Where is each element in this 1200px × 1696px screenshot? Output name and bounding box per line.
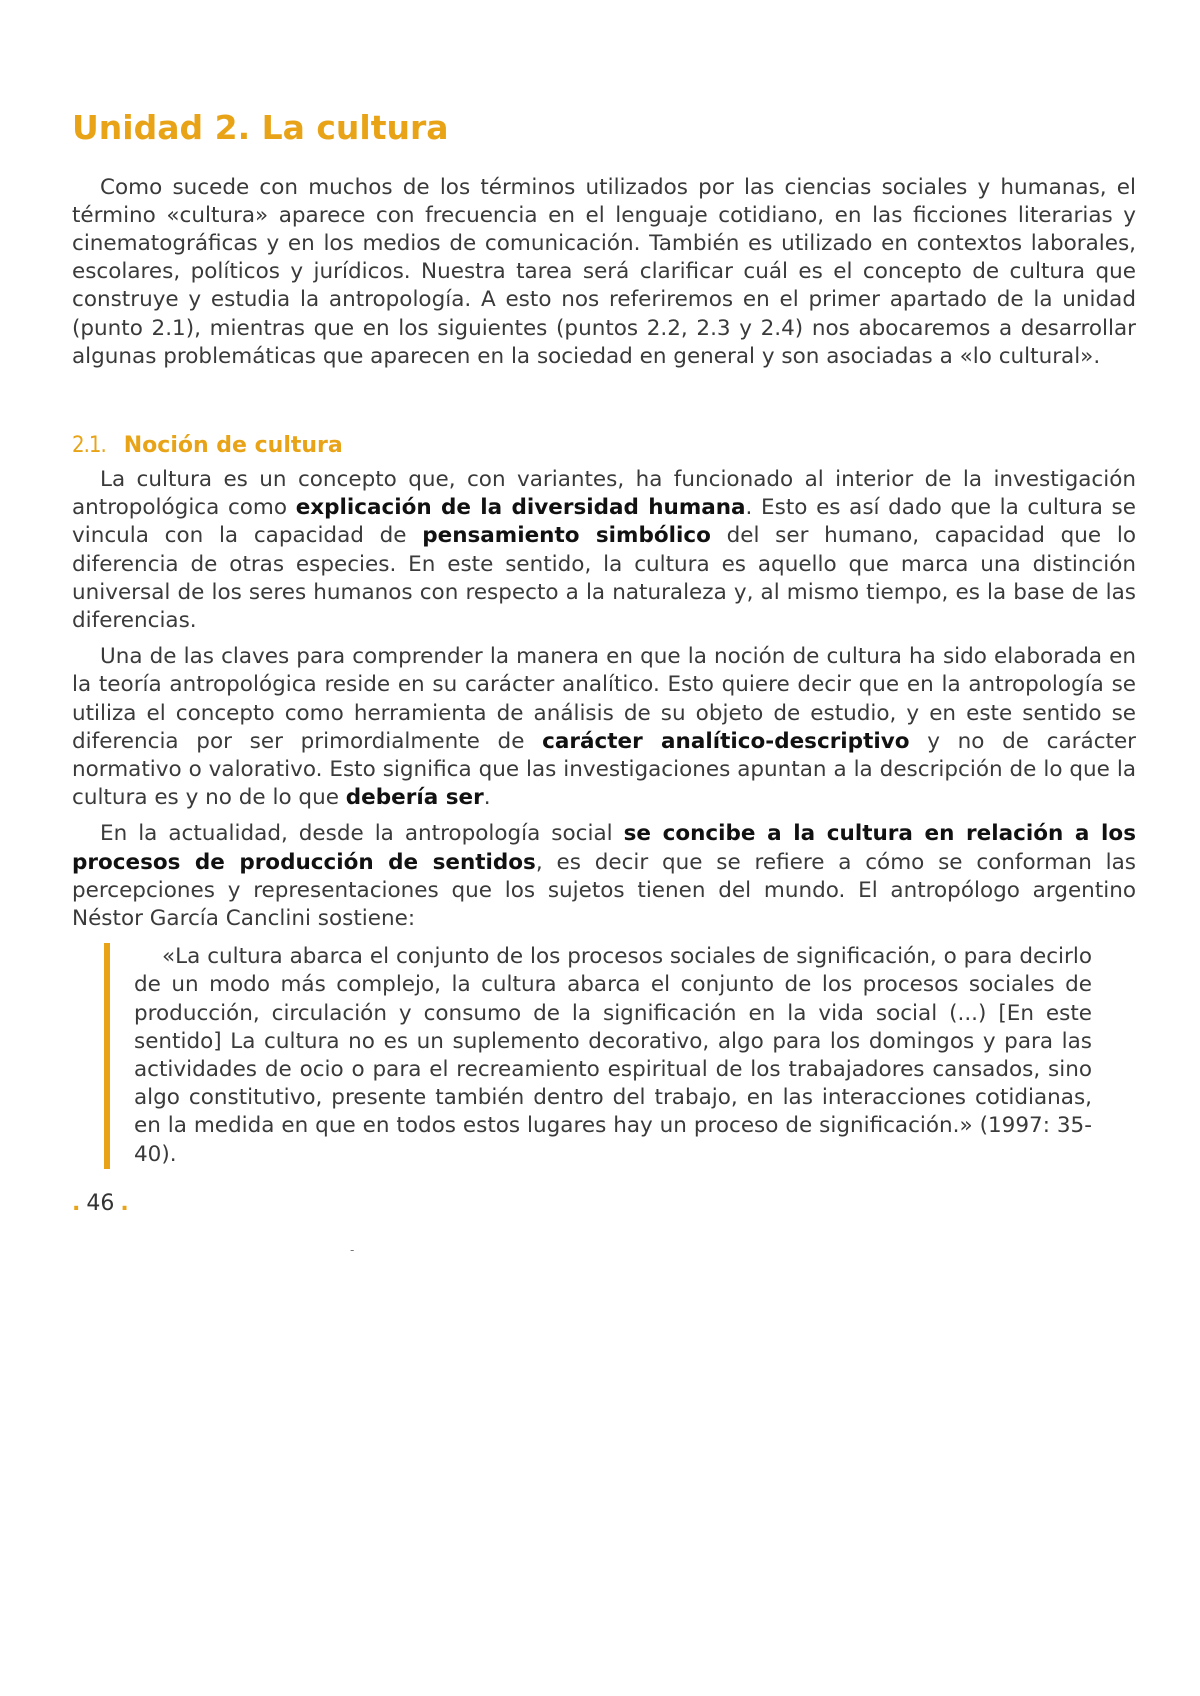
- document-page: [72, 108, 1136, 1216]
- paragraph-2-text-a: Una de las claves para comprender la manera en que la noción de cultura ha sido elaborada en la teoría antropológica reside en su carácter analítico. Esto quiere decir que en la antropología se utiliza el concepto como herramienta de análisis de su objeto de estudio, y en este sentido se diferencia por ser primordialmente de: [72, 644, 1136, 754]
- paragraph-1-text-a: La cultura es un concepto que, con variantes, ha funcionado al interior de la investigación antropológica como: [72, 467, 1136, 521]
- paragraph-2-bold-a: carácter analítico-descriptivo: [542, 728, 910, 754]
- paragraph-2-text-b: y no de carácter normativo o valorativo. Esto significa que las investigaciones apuntan a la descripción de lo que la cultura es y no de lo que: [72, 728, 1137, 811]
- paragraph-1-text-c: del ser humano, capacidad que lo diferencia de otras especies. En este sentido, la cultura es aquello que marca una distinción universal de los seres humanos con respecto a la naturaleza y, al mismo tiempo, es la base de las diferencias.: [72, 523, 1136, 634]
- section-heading: [72, 433, 1136, 458]
- unit-title: Unidad 2. La cultura: [72, 108, 449, 147]
- block-quote: [104, 943, 1092, 1169]
- paragraph-1-bold-a: explicación de la diversidad humana: [295, 495, 746, 521]
- paragraph-3-text-b: , es decir que se refiere a cómo se conforman las percepciones y representaciones que los sujetos tienen del mundo. El antropólogo argentino Néstor García Canclini sostiene:: [72, 849, 1136, 932]
- section-number: 2.1.: [72, 433, 106, 459]
- paragraph-3-text-a: En la actualidad, desde la antropología social: [100, 821, 624, 847]
- page-number: 46: [86, 1190, 115, 1216]
- paragraph-2-text-c: .: [483, 785, 491, 811]
- paragraph-1-text-b: . Esto es así dado que la cultura se vincula con la capacidad de: [72, 495, 1136, 549]
- page-number-dot-right: .: [120, 1190, 129, 1216]
- paragraph-2: [72, 643, 1136, 812]
- quote-text: «La cultura abarca el conjunto de los procesos sociales de significación, o para decirlo de un modo más complejo, la cultura abarca el conjunto de los procesos sociales de producción, circulación y consumo de la significación en la vida social (...) [En este sentido] La cultura no es un suplemento decorativo, algo para los domingos y para las actividades de ocio o para el recreamiento espiritual de los trabajadores cansados, sino algo constitutivo, presente también dentro del trabajo, en las interacciones cotidianas, en la medida en que en todos estos lugares hay un proceso de significación.» (1997: 35-40).: [134, 944, 1092, 1167]
- paragraph-2-bold-b: debería ser: [345, 785, 484, 811]
- section-title: Noción de cultura: [123, 433, 343, 459]
- paragraph-3-bold-a: se concibe a la cultura en relación a los procesos de producción de sentidos: [72, 821, 1136, 875]
- paragraph-1-bold-b: pensamiento simbólico: [422, 523, 711, 549]
- paragraph-1: [72, 466, 1136, 635]
- paragraph-3: [72, 820, 1136, 933]
- page-footer: [72, 1191, 1136, 1216]
- page-number-dot-left: .: [72, 1190, 81, 1216]
- intro-text: Como sucede con muchos de los términos utilizados por las ciencias sociales y humanas, el término «cultura» aparece con frecuencia en el lenguaje cotidiano, en las ficciones literarias y cinematográficas y en los medios de comunicación. También es utilizado en contextos laborales, escolares, políticos y jurídicos. Nuestra tarea será clarificar cuál es el concepto de cultura que construye y estudia la antropología. A esto nos referiremos en el primer apartado de la unidad (punto 2.1), mientras que en los siguientes (puntos 2.2, 2.3 y 2.4) nos abocaremos a desarrollar algunas problemáticas que aparecen en la sociedad en general y son asociadas a «lo cultural».: [72, 174, 1136, 369]
- stray-mark: -: [350, 1243, 355, 1257]
- intro-paragraph: [72, 174, 1136, 371]
